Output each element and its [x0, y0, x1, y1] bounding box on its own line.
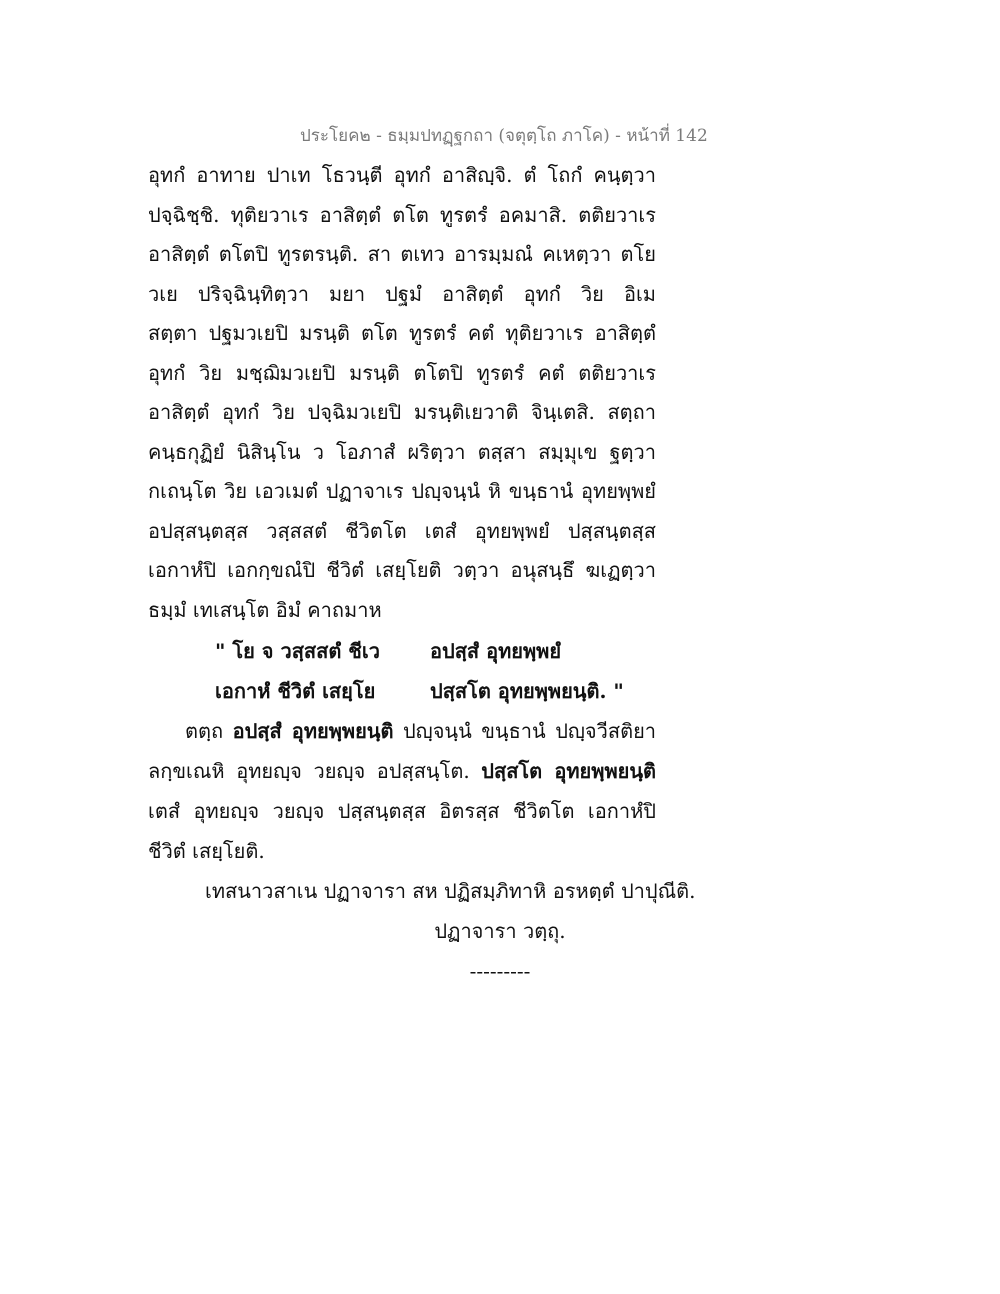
body-line: อาสิตฺตํ ตโตปิ ทูรตรนฺติ. สา ตเทว อารมฺมณํ คเหตฺวา ตโย — [148, 242, 656, 266]
story-title: ปฏาจารา วตฺถุ. — [434, 919, 566, 943]
body-line: กเถนฺโต วิย เอวเมตํ ปฏาจาเร ปญฺจนฺนํ หิ ขนฺธานํ อุทยพฺพยํ — [148, 479, 656, 503]
body-line: ปจฺฉิชฺชิ. ทุติยวาเร อาสิตฺตํ ตโต ทูรตรํ อคมาสิ. ตติยวาเร — [148, 203, 656, 227]
body-line: อุทกํ วิย มชฺฌิมวเยปิ มรนฺติ ตโตปิ ทูรตรํ คตํ ตติยวาเร — [148, 361, 656, 385]
verse-line-2a: เอกาหํ ชีวิตํ เสยฺโย — [215, 679, 376, 703]
body-line: สตฺตา ปฐมวเยปิ มรนฺติ ตโต ทูรตรํ คตํ ทุติยวาเร อาสิตฺตํ — [148, 321, 656, 345]
commentary-line-3: เตสํ อุทยญฺจ วยญฺจ ปสฺสนฺตสฺส อิตรสฺส ชีวิตโต เอกาหํปิ — [148, 799, 656, 823]
commentary-bold-term: ปสฺสโต อุทยพฺพยนฺติ — [481, 759, 657, 783]
verse-line-1a: " โย จ วสฺสสตํ ชีเว — [215, 639, 380, 663]
section-divider: --------- — [469, 959, 531, 983]
body-line: อุทกํ อาทาย ปาเท โธวนฺตี อุทกํ อาสิญฺจิ. ตํ โถกํ คนฺตฺวา — [148, 163, 656, 187]
verse-line-1b: อปสฺสํ อุทยพฺพยํ — [430, 639, 562, 663]
body-line: อาสิตฺตํ อุทกํ วิย ปจฺฉิมวเยปิ มรนฺติเยวาติ จินฺเตสิ. สตฺถา — [148, 400, 656, 424]
body-line: อปสฺสนฺตสฺส วสฺสสตํ ชีวิตโต เตสํ อุทยพฺพยํ ปสฺสนฺตสฺส — [148, 519, 656, 543]
body-line: คนฺธกุฏิยํ นิสินฺโน ว โอภาสํ ผริตฺวา ตสฺสา สมฺมุเข ฐตฺวา — [148, 440, 656, 464]
commentary-text: ปญฺจนฺนํ ขนฺธานํ ปญฺจวีสติยา — [402, 719, 657, 743]
page-header: ประโยค๒ - ธมฺมปทฏฺฐกถา (จตุตฺโถ ภาโค) - หน้าที่ 142 — [300, 126, 708, 146]
body-line: ธมฺมํ เทเสนฺโต อิมํ คาถมาห — [148, 598, 382, 622]
commentary-word: ตตฺถ — [185, 719, 224, 743]
commentary-bold-term: อปสฺสํ อุทยพฺพยนฺติ — [232, 719, 394, 743]
verse-line-2b: ปสฺสโต อุทยพฺพยนฺติ. " — [430, 679, 624, 703]
body-line: เอกาหํปิ เอกกฺขณํปิ ชีวิตํ เสยฺโยติ วตฺวา อนุสนฺธึ ฆเฏตฺวา — [148, 558, 656, 582]
commentary-line-1 — [185, 718, 656, 744]
commentary-text: ลกฺขเณหิ อุทยญฺจ วยญฺจ อปสฺสนฺโต. — [148, 759, 470, 783]
closing-line: เทสนาวสาเน ปฏาจารา สห ปฏิสมฺภิทาหิ อรหตฺตํ ปาปุณีติ. — [205, 879, 696, 903]
body-line: วเย ปริจฺฉินฺทิตฺวา มยา ปฐมํ อาสิตฺตํ อุทกํ วิย อิเม — [148, 282, 656, 306]
commentary-line-2 — [148, 758, 656, 784]
commentary-line-4: ชีวิตํ เสยฺโยติ. — [148, 839, 265, 863]
